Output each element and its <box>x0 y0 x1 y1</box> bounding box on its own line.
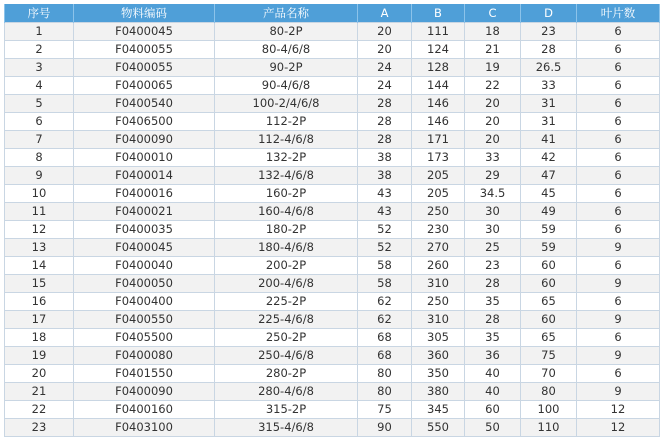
cell-material-code: F0403100 <box>74 419 215 437</box>
cell-material-code: F0400010 <box>74 149 215 167</box>
cell-d: 47 <box>521 167 577 185</box>
cell-blade-count: 9 <box>577 311 660 329</box>
cell-product-name: 280-4/6/8 <box>215 383 358 401</box>
table-row <box>5 221 660 239</box>
cell-a: 24 <box>358 59 412 77</box>
cell-blade-count: 6 <box>577 257 660 275</box>
table-row <box>5 41 660 59</box>
cell-product-name: 132-2P <box>215 149 358 167</box>
cell-blade-count: 9 <box>577 383 660 401</box>
cell-d: 26.5 <box>521 59 577 77</box>
table-row <box>5 113 660 131</box>
cell-c: 40 <box>465 383 521 401</box>
cell-product-name: 160-2P <box>215 185 358 203</box>
cell-d: 45 <box>521 185 577 203</box>
cell-c: 34.5 <box>465 185 521 203</box>
table-row <box>5 257 660 275</box>
cell-index: 16 <box>5 293 74 311</box>
cell-blade-count: 6 <box>577 149 660 167</box>
cell-product-name: 160-4/6/8 <box>215 203 358 221</box>
cell-c: 20 <box>465 131 521 149</box>
cell-index: 23 <box>5 419 74 437</box>
cell-a: 58 <box>358 275 412 293</box>
cell-b: 173 <box>412 149 465 167</box>
cell-b: 205 <box>412 185 465 203</box>
table-header-row <box>5 4 660 23</box>
cell-index: 1 <box>5 23 74 41</box>
table-row <box>5 365 660 383</box>
table-row <box>5 131 660 149</box>
cell-product-name: 90-2P <box>215 59 358 77</box>
cell-index: 9 <box>5 167 74 185</box>
cell-blade-count: 6 <box>577 77 660 95</box>
cell-index: 14 <box>5 257 74 275</box>
cell-a: 20 <box>358 41 412 59</box>
header-blade-count: 叶片数 <box>577 4 660 23</box>
cell-b: 550 <box>412 419 465 437</box>
table-body <box>5 23 660 437</box>
cell-blade-count: 9 <box>577 239 660 257</box>
cell-blade-count: 6 <box>577 329 660 347</box>
cell-blade-count: 9 <box>577 347 660 365</box>
cell-index: 13 <box>5 239 74 257</box>
cell-c: 22 <box>465 77 521 95</box>
table-row <box>5 167 660 185</box>
cell-material-code: F0406500 <box>74 113 215 131</box>
cell-product-name: 315-2P <box>215 401 358 419</box>
cell-product-name: 180-2P <box>215 221 358 239</box>
cell-a: 75 <box>358 401 412 419</box>
cell-a: 62 <box>358 311 412 329</box>
cell-d: 65 <box>521 329 577 347</box>
table-row <box>5 149 660 167</box>
cell-c: 35 <box>465 329 521 347</box>
cell-a: 52 <box>358 221 412 239</box>
cell-b: 250 <box>412 203 465 221</box>
cell-index: 4 <box>5 77 74 95</box>
header-material-code: 物料编码 <box>74 4 215 23</box>
header-product-name: 产品名称 <box>215 4 358 23</box>
table-row <box>5 293 660 311</box>
cell-b: 146 <box>412 113 465 131</box>
cell-d: 59 <box>521 221 577 239</box>
cell-c: 35 <box>465 293 521 311</box>
cell-b: 350 <box>412 365 465 383</box>
cell-d: 23 <box>521 23 577 41</box>
cell-material-code: F0400045 <box>74 23 215 41</box>
cell-b: 205 <box>412 167 465 185</box>
cell-index: 18 <box>5 329 74 347</box>
cell-d: 33 <box>521 77 577 95</box>
cell-a: 90 <box>358 419 412 437</box>
cell-a: 80 <box>358 383 412 401</box>
table-row <box>5 401 660 419</box>
header-a: A <box>358 4 412 23</box>
cell-material-code: F0400055 <box>74 41 215 59</box>
cell-material-code: F0400035 <box>74 221 215 239</box>
cell-b: 128 <box>412 59 465 77</box>
cell-blade-count: 6 <box>577 131 660 149</box>
cell-d: 65 <box>521 293 577 311</box>
table-row <box>5 347 660 365</box>
cell-c: 20 <box>465 95 521 113</box>
cell-c: 30 <box>465 221 521 239</box>
cell-product-name: 315-4/6/8 <box>215 419 358 437</box>
cell-material-code: F0400050 <box>74 275 215 293</box>
cell-d: 100 <box>521 401 577 419</box>
cell-c: 33 <box>465 149 521 167</box>
cell-d: 70 <box>521 365 577 383</box>
cell-b: 250 <box>412 293 465 311</box>
cell-d: 41 <box>521 131 577 149</box>
cell-b: 310 <box>412 275 465 293</box>
cell-a: 58 <box>358 257 412 275</box>
cell-material-code: F0400014 <box>74 167 215 185</box>
cell-index: 17 <box>5 311 74 329</box>
header-d: D <box>521 4 577 23</box>
table-row <box>5 23 660 41</box>
cell-b: 305 <box>412 329 465 347</box>
cell-product-name: 112-2P <box>215 113 358 131</box>
cell-d: 60 <box>521 275 577 293</box>
cell-blade-count: 6 <box>577 203 660 221</box>
cell-index: 20 <box>5 365 74 383</box>
cell-product-name: 250-2P <box>215 329 358 347</box>
cell-d: 60 <box>521 257 577 275</box>
cell-d: 80 <box>521 383 577 401</box>
cell-d: 31 <box>521 95 577 113</box>
table-row <box>5 419 660 437</box>
cell-blade-count: 6 <box>577 365 660 383</box>
cell-index: 21 <box>5 383 74 401</box>
cell-c: 20 <box>465 113 521 131</box>
cell-b: 111 <box>412 23 465 41</box>
cell-c: 36 <box>465 347 521 365</box>
cell-d: 28 <box>521 41 577 59</box>
cell-material-code: F0400021 <box>74 203 215 221</box>
cell-index: 6 <box>5 113 74 131</box>
cell-a: 80 <box>358 365 412 383</box>
table-row <box>5 311 660 329</box>
cell-b: 230 <box>412 221 465 239</box>
cell-product-name: 280-2P <box>215 365 358 383</box>
cell-product-name: 200-4/6/8 <box>215 275 358 293</box>
cell-c: 25 <box>465 239 521 257</box>
cell-d: 110 <box>521 419 577 437</box>
cell-material-code: F0405500 <box>74 329 215 347</box>
cell-product-name: 100-2/4/6/8 <box>215 95 358 113</box>
cell-blade-count: 9 <box>577 275 660 293</box>
cell-b: 345 <box>412 401 465 419</box>
cell-material-code: F0400080 <box>74 347 215 365</box>
cell-product-name: 112-4/6/8 <box>215 131 358 149</box>
cell-b: 310 <box>412 311 465 329</box>
table-row <box>5 203 660 221</box>
cell-a: 52 <box>358 239 412 257</box>
cell-c: 23 <box>465 257 521 275</box>
cell-blade-count: 6 <box>577 41 660 59</box>
cell-material-code: F0400040 <box>74 257 215 275</box>
cell-product-name: 90-4/6/8 <box>215 77 358 95</box>
cell-material-code: F0400540 <box>74 95 215 113</box>
header-index: 序号 <box>5 4 74 23</box>
cell-blade-count: 12 <box>577 419 660 437</box>
cell-product-name: 225-4/6/8 <box>215 311 358 329</box>
table-row <box>5 383 660 401</box>
cell-a: 43 <box>358 203 412 221</box>
spec-table-container <box>4 4 659 437</box>
cell-blade-count: 6 <box>577 167 660 185</box>
cell-material-code: F0400090 <box>74 131 215 149</box>
cell-d: 42 <box>521 149 577 167</box>
cell-blade-count: 12 <box>577 401 660 419</box>
cell-index: 5 <box>5 95 74 113</box>
cell-c: 19 <box>465 59 521 77</box>
header-b: B <box>412 4 465 23</box>
cell-blade-count: 6 <box>577 293 660 311</box>
cell-material-code: F0400400 <box>74 293 215 311</box>
cell-c: 21 <box>465 41 521 59</box>
cell-material-code: F0400055 <box>74 59 215 77</box>
cell-d: 31 <box>521 113 577 131</box>
cell-blade-count: 6 <box>577 23 660 41</box>
cell-blade-count: 6 <box>577 113 660 131</box>
cell-c: 30 <box>465 203 521 221</box>
cell-a: 20 <box>358 23 412 41</box>
cell-blade-count: 6 <box>577 221 660 239</box>
cell-blade-count: 6 <box>577 95 660 113</box>
cell-c: 50 <box>465 419 521 437</box>
table-row <box>5 185 660 203</box>
cell-d: 60 <box>521 311 577 329</box>
cell-material-code: F0401550 <box>74 365 215 383</box>
cell-a: 24 <box>358 77 412 95</box>
cell-index: 11 <box>5 203 74 221</box>
cell-c: 28 <box>465 311 521 329</box>
spec-table <box>4 4 660 437</box>
cell-index: 15 <box>5 275 74 293</box>
cell-b: 260 <box>412 257 465 275</box>
header-c: C <box>465 4 521 23</box>
cell-product-name: 80-2P <box>215 23 358 41</box>
cell-d: 75 <box>521 347 577 365</box>
cell-index: 8 <box>5 149 74 167</box>
cell-d: 59 <box>521 239 577 257</box>
cell-product-name: 200-2P <box>215 257 358 275</box>
cell-b: 144 <box>412 77 465 95</box>
cell-product-name: 225-2P <box>215 293 358 311</box>
cell-material-code: F0400045 <box>74 239 215 257</box>
cell-b: 124 <box>412 41 465 59</box>
table-row <box>5 95 660 113</box>
cell-index: 12 <box>5 221 74 239</box>
cell-a: 68 <box>358 329 412 347</box>
table-row <box>5 77 660 95</box>
cell-product-name: 80-4/6/8 <box>215 41 358 59</box>
cell-product-name: 180-4/6/8 <box>215 239 358 257</box>
cell-product-name: 132-4/6/8 <box>215 167 358 185</box>
cell-material-code: F0400160 <box>74 401 215 419</box>
cell-b: 360 <box>412 347 465 365</box>
table-row <box>5 275 660 293</box>
cell-a: 28 <box>358 131 412 149</box>
table-row <box>5 59 660 77</box>
cell-index: 2 <box>5 41 74 59</box>
cell-index: 19 <box>5 347 74 365</box>
cell-blade-count: 6 <box>577 185 660 203</box>
cell-b: 171 <box>412 131 465 149</box>
cell-c: 60 <box>465 401 521 419</box>
table-row <box>5 239 660 257</box>
table-row <box>5 329 660 347</box>
cell-a: 28 <box>358 95 412 113</box>
cell-material-code: F0400065 <box>74 77 215 95</box>
cell-b: 380 <box>412 383 465 401</box>
cell-product-name: 250-4/6/8 <box>215 347 358 365</box>
cell-b: 146 <box>412 95 465 113</box>
cell-a: 43 <box>358 185 412 203</box>
cell-a: 68 <box>358 347 412 365</box>
cell-blade-count: 6 <box>577 59 660 77</box>
cell-a: 28 <box>358 113 412 131</box>
cell-a: 62 <box>358 293 412 311</box>
cell-index: 10 <box>5 185 74 203</box>
cell-index: 7 <box>5 131 74 149</box>
cell-index: 22 <box>5 401 74 419</box>
cell-c: 40 <box>465 365 521 383</box>
cell-b: 270 <box>412 239 465 257</box>
cell-a: 38 <box>358 167 412 185</box>
cell-c: 18 <box>465 23 521 41</box>
cell-material-code: F0400550 <box>74 311 215 329</box>
cell-a: 38 <box>358 149 412 167</box>
cell-index: 3 <box>5 59 74 77</box>
cell-c: 29 <box>465 167 521 185</box>
cell-d: 49 <box>521 203 577 221</box>
cell-material-code: F0400016 <box>74 185 215 203</box>
cell-material-code: F0400090 <box>74 383 215 401</box>
cell-c: 28 <box>465 275 521 293</box>
